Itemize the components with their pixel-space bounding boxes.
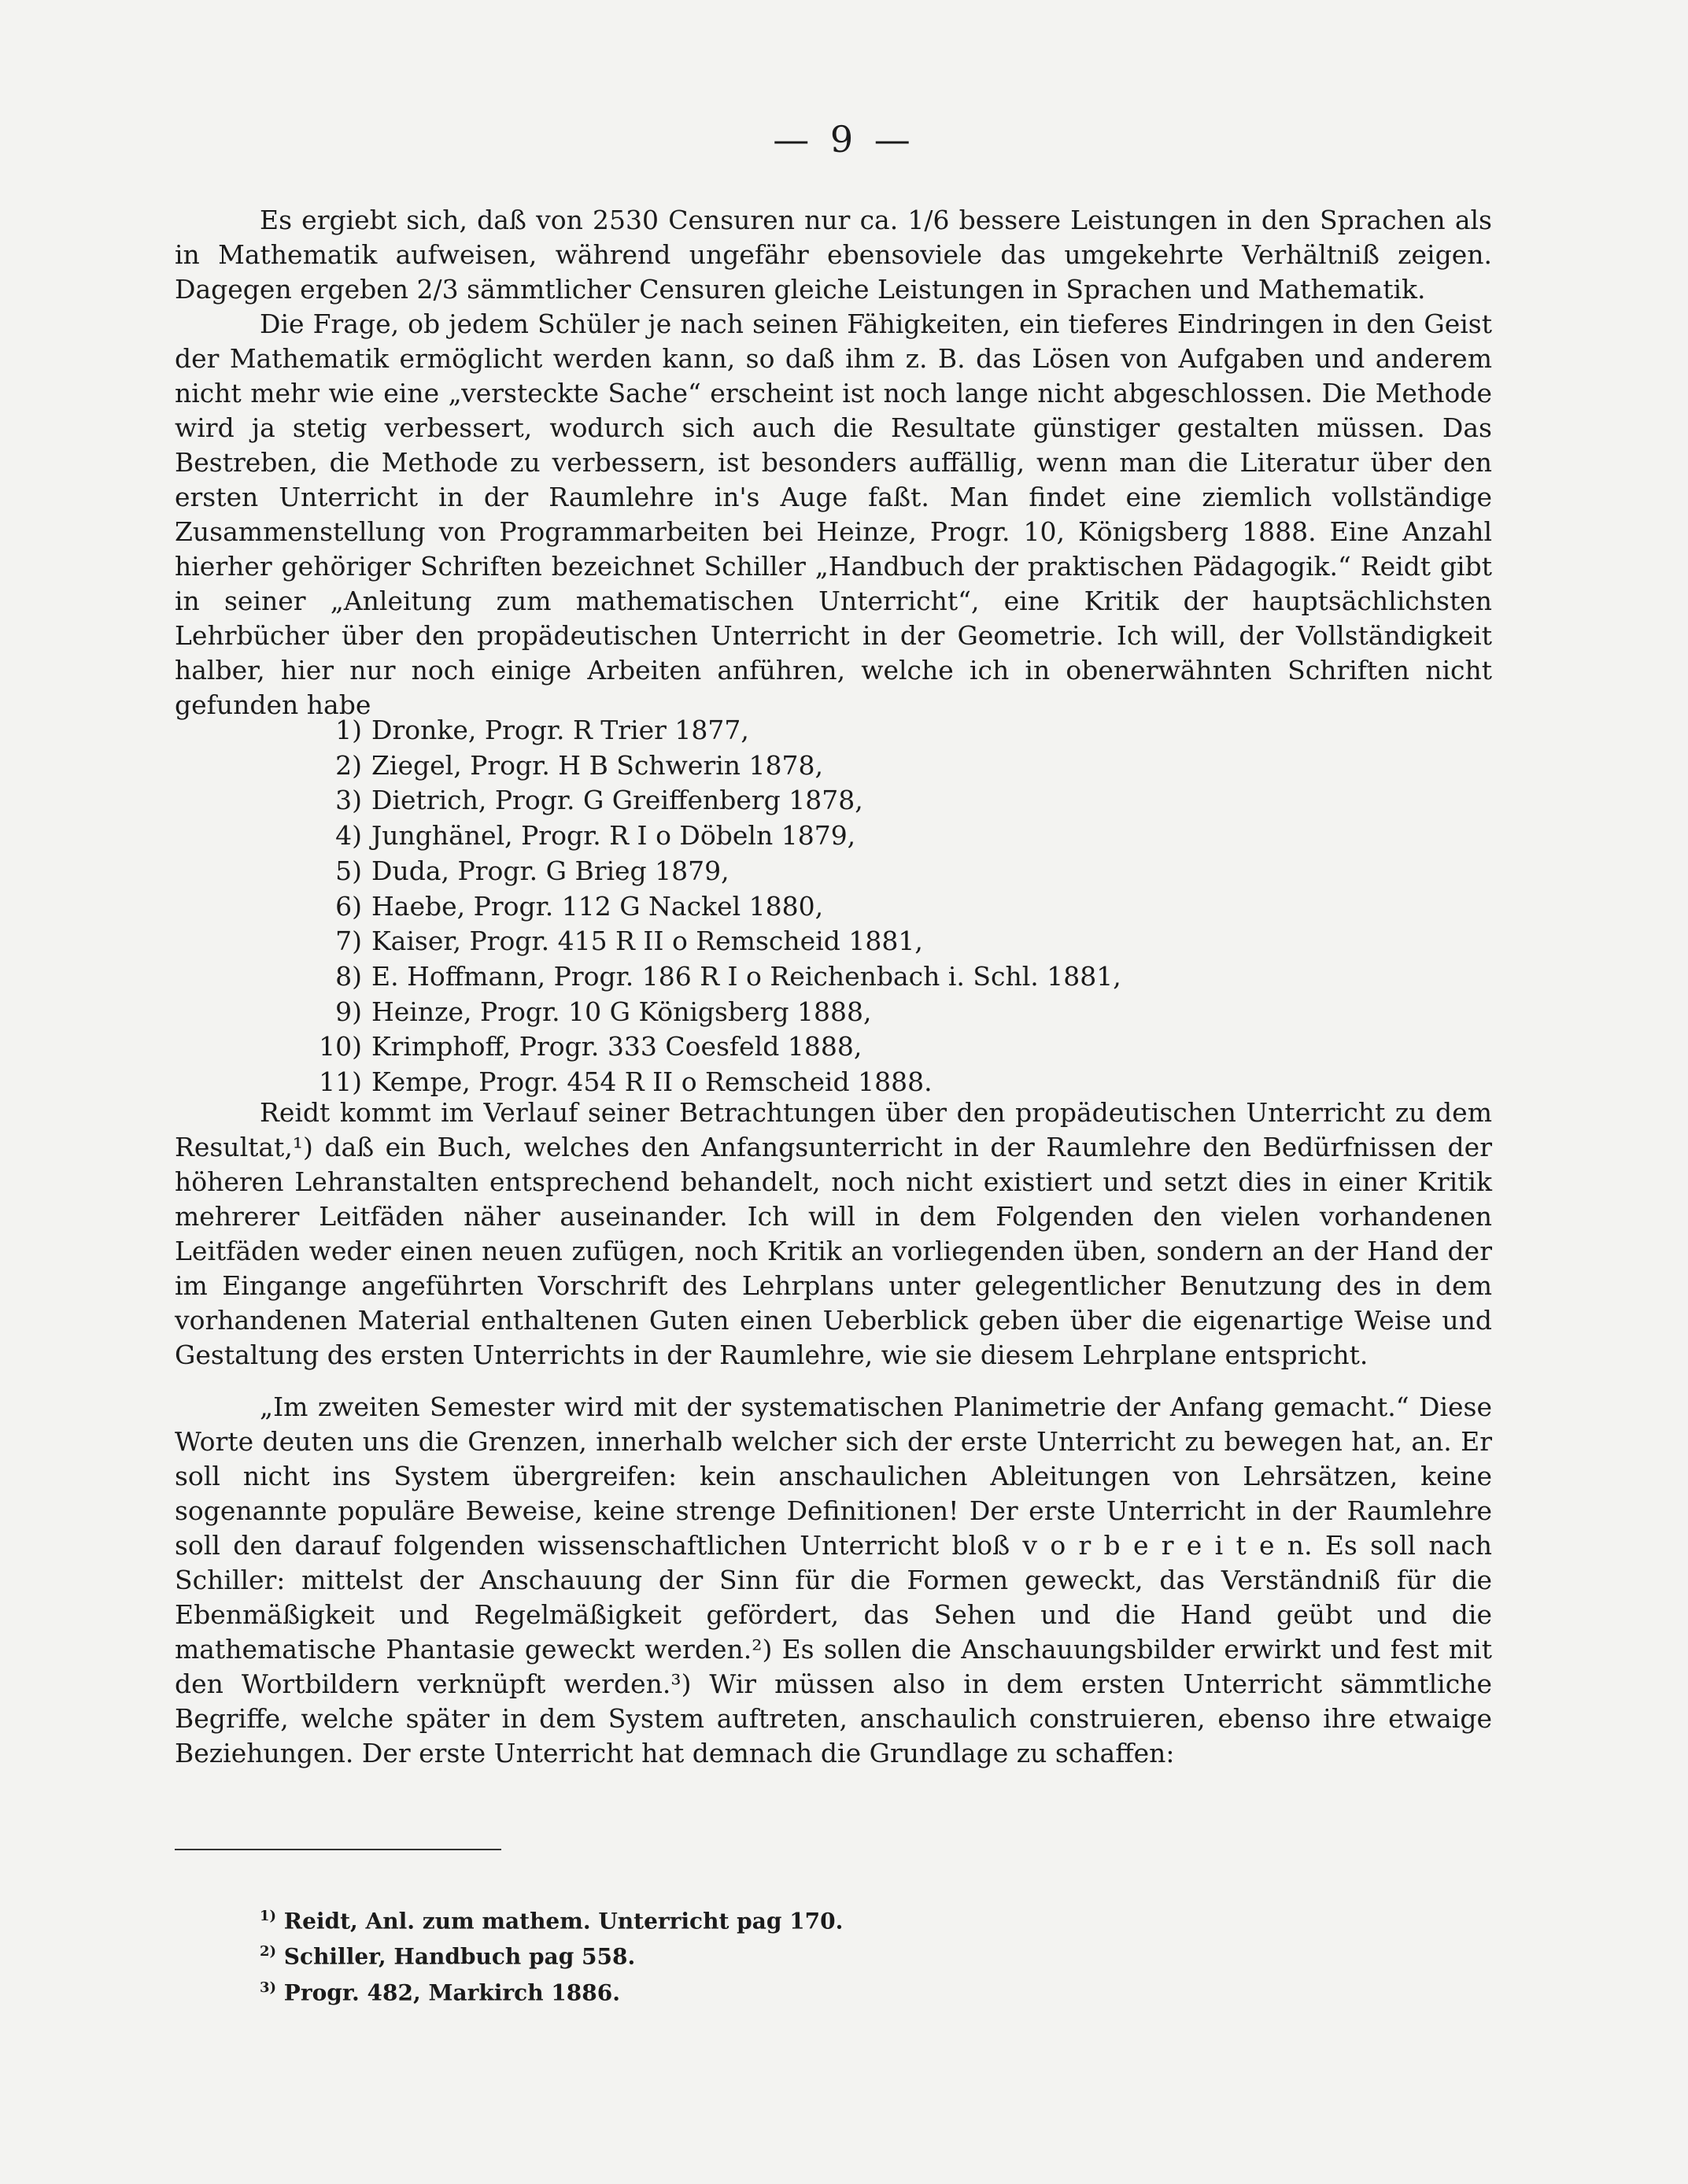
list-item: 5) Duda, Progr. G Brieg 1879, <box>335 855 729 886</box>
list-item: 3) Dietrich, Progr. G Greiffenberg 1878, <box>335 785 863 816</box>
footnote: $^{2)}$ Schiller, Handbuch pag 558. <box>260 1943 636 1970</box>
list-item: 4) Junghänel, Progr. R I o Döbeln 1879, <box>335 820 856 852</box>
paragraph-3: Reidt kommt im Verlauf seiner Betrachtungen über den propädeutischen Unterricht zu dem Resultat,¹) daß ein Buch, welches den Anfangsunterricht in der Raumlehre den Bedürfnissen der höheren Lehranstalten entsprechend behandelt, noch nicht existiert und setzt dies in einer Kritik mehrerer Leitfäden näher auseinander. Ich will in dem Folgenden den vielen vorhandenen Leitfäden weder einen neuen zufügen, noch Kritik an vorliegenden üben, sondern an der Hand der im Eingange angeführten Vorschrift des Lehrplans unter gelegentlicher Benutzung des in dem vorhandenen Material enthaltenen Guten einen Ueberblick geben über die eigenartige Weise und Gestaltung des ersten Unterrichts in der Raumlehre, wie sie diesem Lehrplane entspricht. <box>175 1097 1492 1370</box>
paragraph-4: „Im zweiten Semester wird mit der systematischen Planimetrie der Anfang gemacht.“ Diese Worte deuten uns die Grenzen, innerhalb welcher sich der erste Unterricht zu bewegen hat, an. Er soll nicht ins System übergreifen: kein anschaulichen Ableitungen von Lehrsätzen, keine sogenannte populäre Beweise, keine strenge Definitionen! Der erste Unterricht in der Raumlehre soll den darauf folgenden wissenschaftlichen Unterricht bloß v o r b e r e i t e n. Es soll nach Schiller: mittelst der Anschauung der Sinn für die Formen geweckt, das Verständniß für die Ebenmäßigkeit und Regelmäßigkeit gefördert, das Sehen und die Hand geübt und die mathematische Phantasie geweckt werden.²) Es sollen die Anschauungsbilder erwirkt und fest mit den Wortbildern verknüpft werden.³) Wir müssen also in dem ersten Unterricht sämmtliche Begriffe, welche später in dem System auftreten, anschaulich construieren, ebenso ihre etwaige Beziehungen. Der erste Unterricht hat demnach die Grundlage zu schaffen: <box>175 1391 1492 1768</box>
list-item: 11) Kempe, Progr. 454 R II o Remscheid 1888. <box>319 1066 933 1098</box>
list-item: 1) Dronke, Progr. R Trier 1877, <box>335 715 749 745</box>
list-item: 8) E. Hoffmann, Progr. 186 R I o Reichenbach i. Schl. 1881, <box>335 960 1121 992</box>
footnote: $^{1)}$ Reidt, Anl. zum mathem. Unterricht pag 170. <box>260 1908 844 1935</box>
footnote-divider <box>175 1849 501 1850</box>
paragraph-2: Die Frage, ob jedem Schüler je nach seinen Fähigkeiten, ein tieferes Eindringen in den Geist der Mathematik ermöglicht werden kann, so daß ihm z. B. das Lösen von Aufgaben und anderem nicht mehr wie eine „versteckte Sache“ erscheint ist noch lange nicht abgeschlossen. Die Methode wird ja stetig verbessert, wodurch sich auch die Resultate günstiger gestalten müssen. Das Bestreben, die Methode zu verbessern, ist besonders auffällig, wenn man die Literatur über den ersten Unterricht in der Raumlehre in's Auge faßt. Man findet eine ziemlich vollständige Zusammenstellung von Programmarbeiten bei Heinze, Progr. 10, Königsberg 1888. Eine Anzahl hierher gehöriger Schriften bezeichnet Schiller „Handbuch der praktischen Pädagogik.“ Reidt gibt in seiner „Anleitung zum mathematischen Unterricht“, eine Kritik der hauptsächlichsten Lehrbücher über den propädeutischen Unterricht in der Geometrie. Ich will, der Vollständigkeit halber, hier nur noch einige Arbeiten anführen, welche ich in obenerwähnten Schriften nicht gefunden habe <box>175 309 1492 720</box>
list-item: 6) Haebe, Progr. 112 G Nackel 1880, <box>335 890 824 922</box>
paragraph-1: Es ergiebt sich, daß von 2530 Censuren nur ca. 1/6 bessere Leistungen in den Sprachen als in Mathematik aufweisen, während ungefähr ebensoviele das umgekehrte Verhältniß zeigen. Dagegen ergeben 2/3 sämmtlicher Censuren gleiche Leistungen in Sprachen und Mathematik. <box>175 205 1492 305</box>
list-item: 9) Heinze, Progr. 10 G Königsberg 1888, <box>335 996 872 1027</box>
list-item: 7) Kaiser, Progr. 415 R II o Remscheid 1881, <box>335 926 923 957</box>
body-text-top <box>175 203 1492 722</box>
footnote: $^{3)}$ Progr. 482, Markirch 1886. <box>260 1979 620 2005</box>
body-text-bottom <box>175 1096 1492 1771</box>
footnotes <box>260 1901 1204 2008</box>
list-item: 2) Ziegel, Progr. H B Schwerin 1878, <box>335 749 823 781</box>
page-number: — 9 — <box>773 118 915 161</box>
list-item: 10) Krimphoff, Progr. 333 Coesfeld 1888, <box>319 1031 862 1062</box>
reference-list <box>315 713 1338 1100</box>
